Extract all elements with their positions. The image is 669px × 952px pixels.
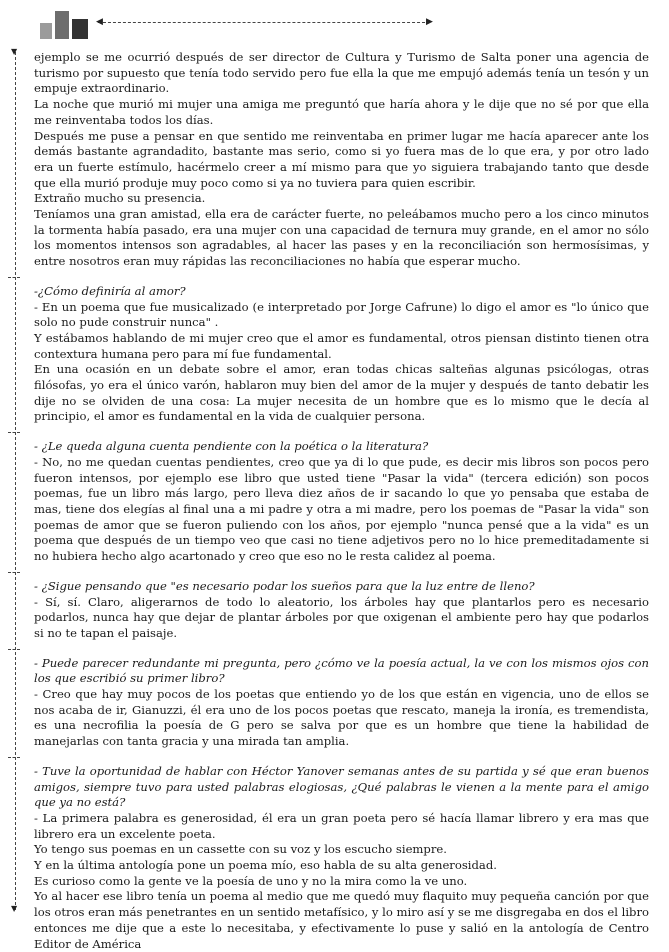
- paragraph: Y en la última antología pone un poema mío, eso habla de su alta generosidad.: [34, 858, 497, 873]
- paragraph: - No, no me quedan cuentas pendientes, creo que ya di lo que pude, es decir mis libros son pocos pero fueron intensos, por ejemplo ese libro que usted tiene "Pasar la vida" (tercera edición) son pocos poemas, fue un libro más largo, pero lleva diez años de ir sacando lo que yo pensaba que estaba de mas, tiene dos elegías al final una a mi padre y otra a mi madre, pero los poemas de "Pasar la vida" son poemas de amor que se fueron puliendo con los años, por ejemplo "nunca pensé que a la vida" es un poema que después de un tiempo veo que casi no tiene adjetivos pero no lo hice premeditadamente si no hubiera hecho algo acartonado y creo que eso no le resta calidez al poema.: [34, 454, 649, 564]
- paragraph: Después me puse a pensar en que sentido me reinventaba en primer lugar me hacía aparecer ante los demás bastante agrandadito, bastante mas serio, como si yo fuera mas de lo que era, y por otro lado era un fuerte estímulo, hacérmelo creer a mí mismo para que yo siguiera trabajando tanto que desde que ella murió produje muy poco como si ya no tuviera para quien escribir.: [34, 128, 649, 190]
- arrow-down-icon: ▼: [11, 904, 18, 913]
- arrow-left-icon: ◀: [96, 17, 103, 27]
- margin-dashed-rule: [15, 52, 16, 910]
- interview-question: - ¿Le queda alguna cuenta pendiente con la poética o la literatura?: [34, 439, 429, 454]
- paragraph: Extraño mucho su presencia.: [34, 191, 206, 206]
- header-logo-blocks: [40, 9, 92, 39]
- header-dashed-rule: [98, 22, 430, 23]
- interview-question: - Tuve la oportunidad de hablar con Héctor Yanover semanas antes de su partida y sé que eran buenos amigos, siempre tuvo para usted palabras elogiosas, ¿Qué palabras le vienen a la mente para el amigo que ya no está?: [34, 763, 649, 810]
- question-marker: [8, 757, 20, 758]
- question-marker: [8, 277, 20, 278]
- paragraph: Yo tengo sus poemas en un cassette con su voz y los escucho siempre.: [34, 842, 447, 857]
- question-marker: [8, 649, 20, 650]
- article-body: [34, 50, 649, 952]
- arrow-down-icon: ▼: [11, 47, 18, 56]
- paragraph: - En un poema que fue musicalizado (e interpretado por Jorge Cafrune) lo digo el amor es "lo único que solo no pude construir nunca" .: [34, 299, 649, 330]
- paragraph: Yo al hacer ese libro tenía un poema al medio que me quedó muy flaquito muy pequeña canción por que los otros eran más penetrantes en un sentido metafísico, y lo miro así y se me disgregaba en dos el libro entonces me dije que a este lo necesitaba, y efectivamente lo puse y salió en la antología de Centro Editor de América: [34, 889, 649, 951]
- paragraph: - Sí, sí. Claro, aligerarnos de todo lo aleatorio, los árboles hay que plantarlos pero es necesario podarlos, nunca hay que dejar de plantar árboles por que oxigenan el ambiente pero hay que podarlos si no te tapan el paisaje.: [34, 594, 649, 640]
- logo-block-dark: [72, 19, 88, 39]
- logo-block-mid: [55, 11, 69, 39]
- logo-block-light: [40, 23, 52, 39]
- paragraph: En una ocasión en un debate sobre el amor, eran todas chicas salteñas algunas psicólogas, otras filósofas, yo era el único varón, hablaron muy bien del amor de la mujer y después de tanto debatir les dije no se olviden de una cosa: La mujer necesita de un hombre que es lo mismo que le decía al principio, el amor es fundamental en la vida de cualquier persona.: [34, 362, 649, 424]
- paragraph: Es curioso como la gente ve la poesía de uno y no la mira como la ve uno.: [34, 873, 468, 888]
- paragraph: Teníamos una gran amistad, ella era de carácter fuerte, no peleábamos mucho pero a los cinco minutos la tormenta había pasado, era una mujer con una capacidad de ternura muy grande, en el amor no sólo los momentos intensos son agradables, al hacer las pases y en la reconciliación son hermosísimas, y entre nosotros eran muy rápidas las reconciliaciones no había que esperar mucho.: [34, 207, 649, 269]
- interview-question: - ¿Sigue pensando que "es necesario podar los sueños para que la luz entre de lleno?: [34, 578, 535, 593]
- paragraph: La noche que murió mi mujer una amiga me preguntó que haría ahora y le dije que no sé por que ella me reinventaba todos los días.: [34, 97, 649, 127]
- paragraph: - La primera palabra es generosidad, él era un gran poeta pero sé hacía llamar librero y era mas que librero era un excelente poeta.: [34, 810, 649, 841]
- paragraph: ejemplo se me ocurrió después de ser director de Cultura y Turismo de Salta poner una agencia de turismo por supuesto que tenía todo servido pero fue ella la que me empujó además tenía un tesón y un empuje extraordinario.: [34, 50, 649, 96]
- interview-question: - Puede parecer redundante mi pregunta, pero ¿cómo ve la poesía actual, la ve con los mismos ojos con los que escribió su primer libro?: [34, 655, 649, 686]
- paragraph: Y estábamos hablando de mi mujer creo que el amor es fundamental, otros piensan distinto tienen otra contextura humana pero para mí fue fundamental.: [34, 330, 649, 361]
- question-marker: [8, 432, 20, 433]
- arrow-right-icon: ▶: [426, 17, 433, 27]
- paragraph: - Creo que hay muy pocos de los poetas que entiendo yo de los que están en vigencia, uno de ellos se nos acaba de ir, Gianuzzi, él era uno de los pocos poetas que rescato, maneja la ironía, es tremendista, es una necrofilia la poesía de G pero se salva por que es un hombre que tiene la habilidad de manejarlas con tanta gracia y una mirada tan amplia.: [34, 687, 649, 749]
- question-marker: [8, 572, 20, 573]
- interview-question: -¿Cómo definiría al amor?: [34, 283, 186, 298]
